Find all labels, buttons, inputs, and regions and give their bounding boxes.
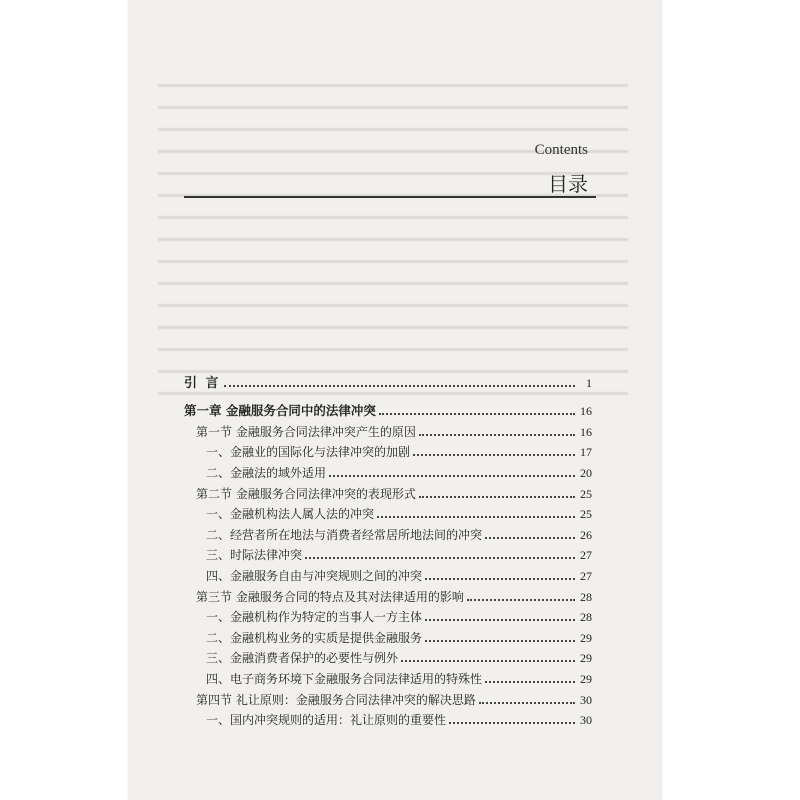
toc-entry-page: 17 <box>580 445 592 460</box>
toc-entry <box>184 708 592 729</box>
toc-leader <box>425 578 575 580</box>
toc-entry-label: 一、金融业的国际化与法律冲突的加剧 <box>206 445 411 460</box>
header-rule <box>184 196 596 198</box>
page-title: 目录 <box>548 172 588 196</box>
toc-entry-page: 29 <box>580 651 592 666</box>
toc-leader <box>224 385 575 387</box>
toc-leader <box>467 599 575 601</box>
toc-entry-page: 16 <box>580 404 592 419</box>
toc-entry-page: 16 <box>580 424 592 439</box>
toc-entry-page: 25 <box>580 486 592 501</box>
toc-entry-page: 28 <box>580 589 592 604</box>
toc-entry <box>184 584 592 605</box>
toc-entry-label: 二、金融法的域外适用 <box>206 465 327 480</box>
toc-leader <box>379 413 575 415</box>
toc-entry <box>184 687 592 708</box>
toc-entry-label: 一、金融机构作为特定的当事人一方主体 <box>206 610 423 625</box>
toc-entry-page: 27 <box>580 548 592 563</box>
toc-entry-label: 四、电子商务环境下金融服务合同法律适用的特殊性 <box>206 671 483 686</box>
toc-leader <box>419 434 575 436</box>
toc-entry <box>184 399 592 420</box>
toc-entry <box>184 481 592 502</box>
toc-entry <box>184 563 592 584</box>
toc-leader <box>377 516 575 518</box>
toc-entry-label: 一、金融机构法人属人法的冲突 <box>206 507 375 522</box>
toc-entry-page: 30 <box>580 692 592 707</box>
toc-entry <box>184 666 592 687</box>
toc-entry-page: 27 <box>580 568 592 583</box>
toc-entry-page: 25 <box>580 507 592 522</box>
toc-entry-label: 二、金融机构业务的实质是提供金融服务 <box>206 630 423 645</box>
toc-entry <box>184 646 592 667</box>
toc-entry-label: 第二节 金融服务合同法律冲突的表现形式 <box>196 486 416 501</box>
toc-entry <box>184 625 592 646</box>
toc-entry-label: 第三节 金融服务合同的特点及其对法律适用的影响 <box>196 589 464 604</box>
toc-entry <box>184 460 592 481</box>
toc-gap <box>184 391 592 399</box>
table-of-contents <box>184 370 592 728</box>
toc-leader <box>479 702 575 704</box>
toc-entry-page: 30 <box>580 713 592 728</box>
toc-leader <box>305 557 575 559</box>
toc-entry <box>184 440 592 461</box>
toc-entry-page: 26 <box>580 527 592 542</box>
toc-entry-page: 20 <box>580 465 592 480</box>
bleed-through-text <box>158 70 628 410</box>
toc-leader <box>425 619 575 621</box>
toc-entry-label: 一、国内冲突规则的适用：礼让原则的重要性 <box>206 713 447 728</box>
toc-leader <box>485 681 575 683</box>
toc-entry <box>184 502 592 523</box>
toc-entry <box>184 605 592 626</box>
book-page <box>128 0 660 800</box>
toc-leader <box>449 722 575 724</box>
contents-heading: Contents <box>534 142 588 158</box>
toc-entry-page: 29 <box>580 671 592 686</box>
toc-leader <box>419 496 575 498</box>
toc-leader <box>485 537 575 539</box>
toc-entry-page: 28 <box>580 610 592 625</box>
toc-entry <box>184 419 592 440</box>
toc-entry-label: 第一节 金融服务合同法律冲突产生的原因 <box>196 424 416 439</box>
toc-leader <box>329 475 575 477</box>
toc-entry-label: 二、经营者所在地法与消费者经常居所地法间的冲突 <box>206 527 483 542</box>
toc-entry-label: 四、金融服务自由与冲突规则之间的冲突 <box>206 568 423 583</box>
toc-leader <box>401 660 575 662</box>
toc-entry-page: 1 <box>586 375 592 390</box>
toc-entry-label: 三、金融消费者保护的必要性与例外 <box>206 651 399 666</box>
toc-leader <box>425 640 575 642</box>
toc-entry <box>184 370 592 391</box>
toc-entry-label: 第四节 礼让原则：金融服务合同法律冲突的解决思路 <box>196 692 476 707</box>
toc-entry-label: 第一章 金融服务合同中的法律冲突 <box>184 403 376 419</box>
toc-entry <box>184 522 592 543</box>
toc-entry-label: 三、时际法律冲突 <box>206 548 303 563</box>
toc-entry <box>184 543 592 564</box>
toc-leader <box>413 454 575 456</box>
toc-entry-label: 引 言 <box>184 375 221 391</box>
toc-entry-page: 29 <box>580 630 592 645</box>
